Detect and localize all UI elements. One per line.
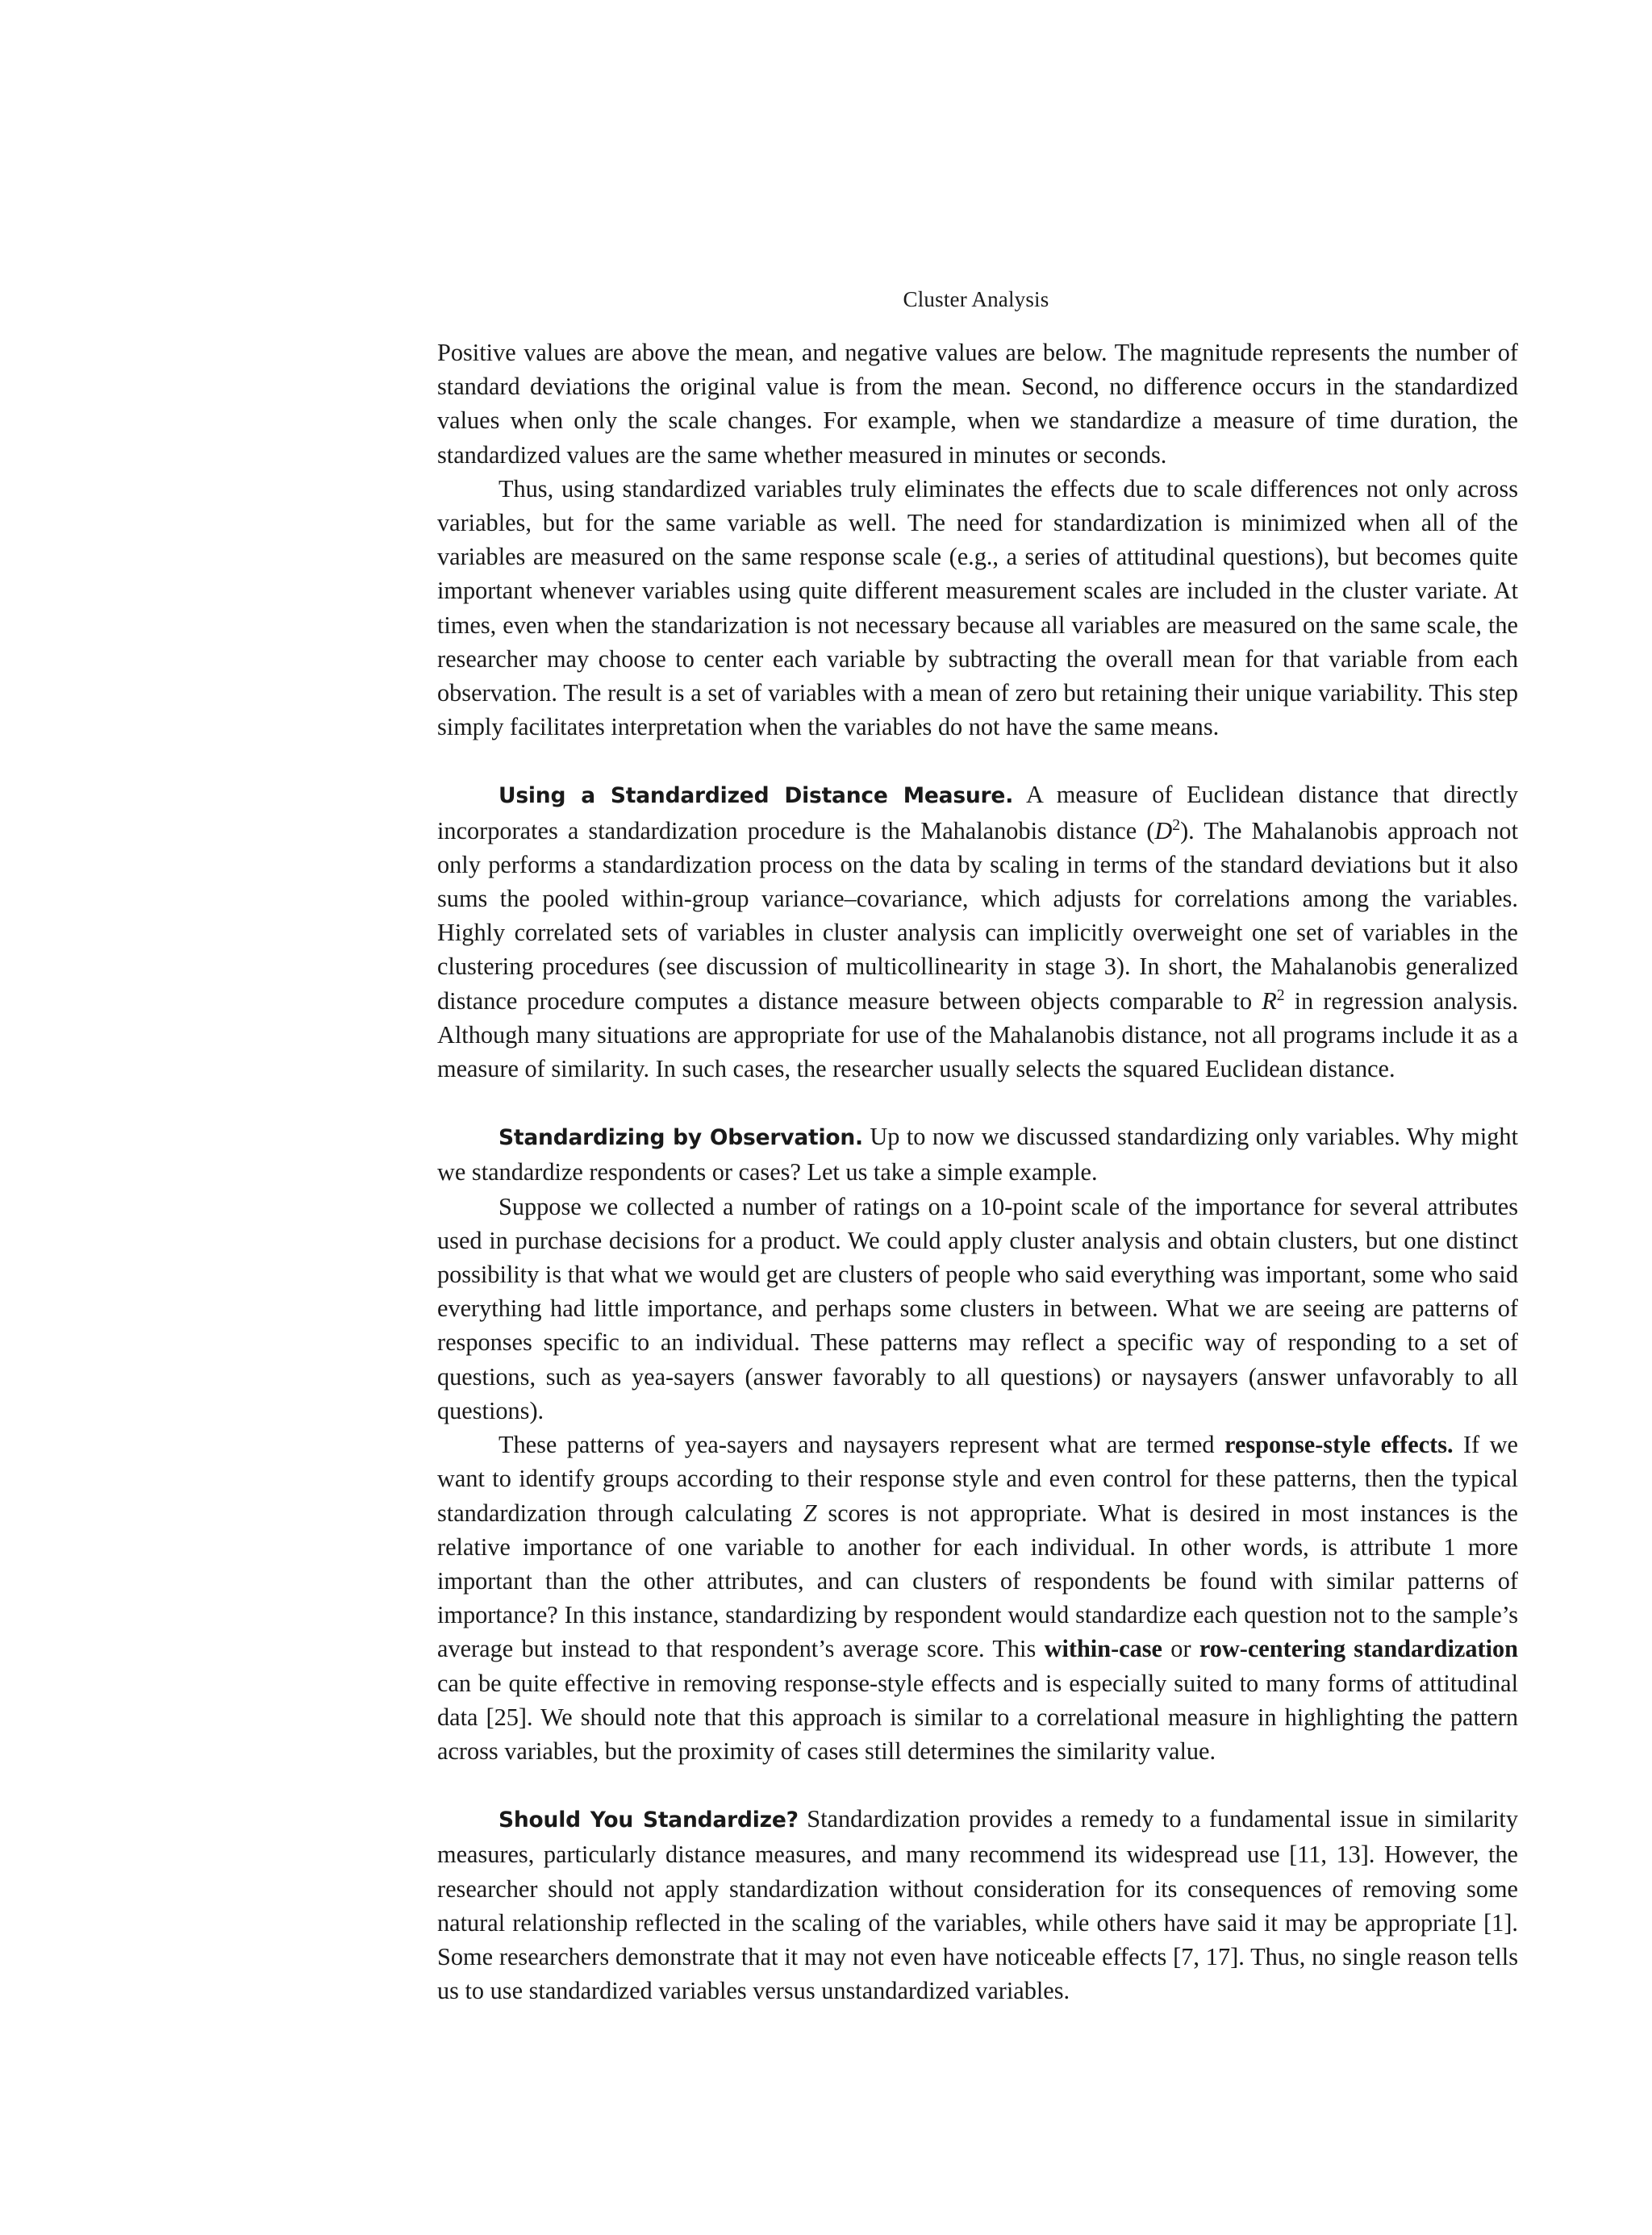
key-term-within-case: within-case xyxy=(1044,1635,1162,1663)
section-text: in regression analysis. Although many situations are appropriate for use of the Mahalanobis distance, not all programs include it as a measure of similarity. In such cases, the researcher usually selects the squared Euclidean distance. xyxy=(437,986,1518,1083)
section-text: or xyxy=(1162,1635,1199,1663)
section-heading-should-you-standardize: Should You Standardize? xyxy=(499,1808,799,1833)
superscript: 2 xyxy=(1276,986,1285,1004)
section-standardizing-by-observation xyxy=(437,1120,1518,1189)
superscript: 2 xyxy=(1172,815,1181,834)
math-variable-r: R xyxy=(1262,986,1277,1015)
paragraph-ratings-example: Suppose we collected a number of ratings on a 10-point scale of the importance for several attributes used in purchase decisions for a product. We could apply cluster analysis and obtain clusters, but one distinct possibility is that what we would get are clusters of people who said everything was important, some who said everything had little importance, and perhaps some clusters in between. What we are seeing are patterns of responses specific to an individual. These patterns may reflect a specific way of responding to a set of questions, such as yea-sayers (answer favorably to all questions) or naysayers (answer unfavorably to all questions). xyxy=(437,1192,1518,1424)
section-standardized-distance xyxy=(437,778,1518,1086)
section-text: These patterns of yea-sayers and naysayers represent what are termed xyxy=(499,1431,1224,1459)
section-text: can be quite effective in removing response-style effects and is especially suited to many forms of attitudinal data [25]. We should note that this approach is similar to a correlational measure in highlighting the pattern across variables, but the proximity of cases still determines the similarity value. xyxy=(437,1669,1518,1765)
body-text xyxy=(437,336,1518,2008)
running-head: Cluster Analysis xyxy=(903,287,1049,311)
paragraph-2: Thus, using standardized variables truly eliminates the effects due to scale differences not only across variables, but for the same variable as well. The need for standardization is minimized when all of the variables are measured on the same response scale (e.g., a series of attitudinal questions), but becomes quite important whenever variables using quite different measurement scales are included in the cluster variate. At times, even when the standarization is not necessary because all variables are measured on the same scale, the researcher may choose to center each variable by subtracting the overall mean for that variable from each observation. The result is a set of variables with a mean of zero but retaining their unique variability. This step simply facilitates interpretation when the variables do not have the same means. xyxy=(437,474,1518,741)
section-text: A measure of Euclidean distance that directly incorporates a standardization procedure is the Mahalanobis distance ( xyxy=(437,781,1518,844)
paragraph-response-style xyxy=(437,1428,1518,1768)
paragraph-1: Positive values are above the mean, and negative values are below. The magnitude represents the number of standard deviations the original value is from the mean. Second, no difference occurs in the standardized values when only the scale changes. For example, when we standardize a measure of time duration, the standardized values are the same whether measured in minutes or seconds. xyxy=(437,339,1518,469)
section-text: If we want to identify groups according to their response style and even control for these patterns, then the typical standardization through calculating xyxy=(437,1431,1518,1527)
math-variable-z: Z xyxy=(803,1499,817,1527)
section-heading-standardized-distance: Using a Standardized Distance Measure. xyxy=(499,783,1014,809)
section-text: ). The Mahalanobis approach not only performs a standardization process on the data by scaling in terms of the standard deviations but it also sums the pooled within-group variance–covariance, which adjusts for correlations among the variables. Highly correlated sets of variables in cluster analysis can implicitly overweight one set of variables in the clustering procedures (see discussion of multicollinearity in stage 3). In short, the Mahalanobis generalized distance procedure computes a distance measure between objects comparable to xyxy=(437,816,1518,1015)
section-text: Up to now we discussed standardizing only variables. Why might we standardize respondents or cases? Let us take a simple example. xyxy=(437,1123,1518,1186)
key-term-row-centering-standardization: row-centering standardization xyxy=(1199,1635,1518,1663)
section-should-you-standardize xyxy=(437,1802,1518,2008)
key-term-response-style-effects: response-style effects. xyxy=(1224,1431,1454,1459)
section-heading-standardizing-by-observation: Standardizing by Observation. xyxy=(499,1125,863,1151)
section-text: scores is not appropriate. What is desired in most instances is the relative importance of one variable to another for each individual. In other words, is attribute 1 more important than the other attributes, and can clusters of respondents be found with similar patterns of importance? In this instance, standardizing by respondent would standardize each question not to the sample’s average but instead to that respondent’s average score. This xyxy=(437,1499,1518,1663)
math-variable-d: D xyxy=(1154,816,1173,844)
section-text: Standardization provides a remedy to a fundamental issue in similarity measures, particularly distance measures, and many recommend its widespread use [11, 13]. However, the researcher should not apply standardization without consideration for its consequences of removing some natural relationship reflected in the scaling of the variables, while others have said it may be appropriate [1]. Some researchers demonstrate that it may not even have noticeable effects [7, 17]. Thus, no single reason tells us to use standardized variables versus unstandardized variables. xyxy=(437,1805,1518,2005)
